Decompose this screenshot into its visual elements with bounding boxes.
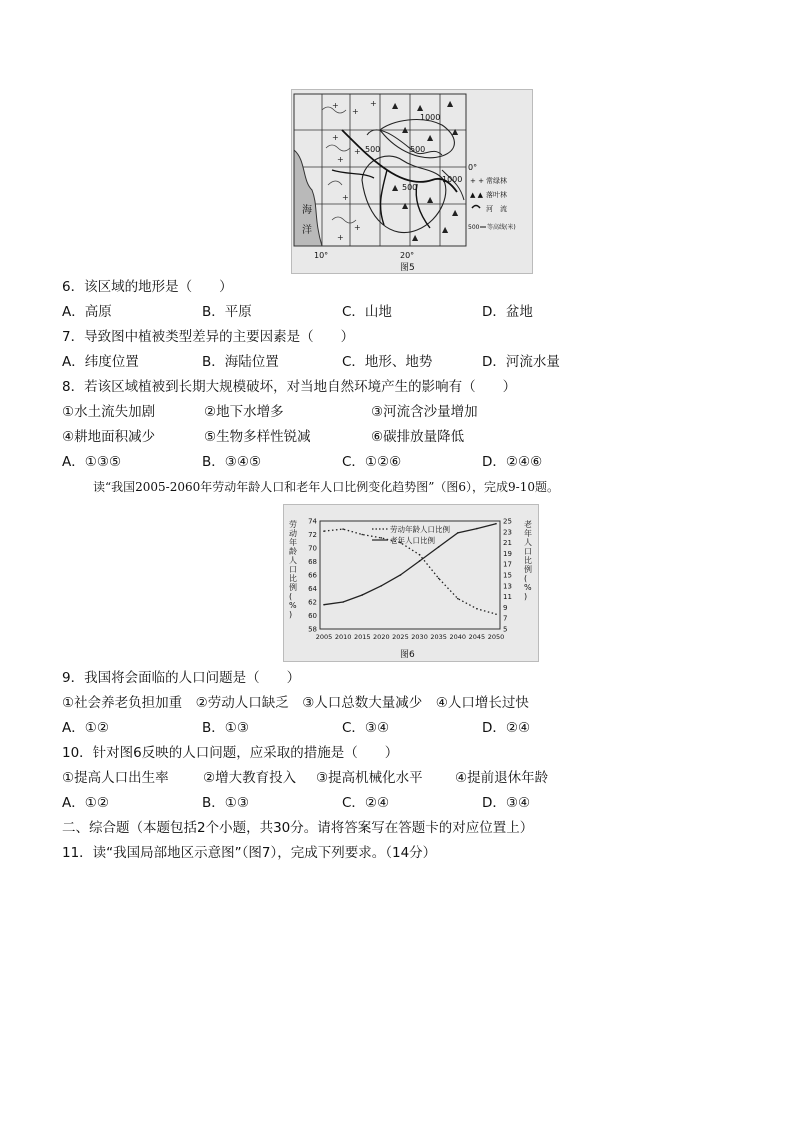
axis-title-char: (	[524, 574, 528, 583]
y-right-tick-label: 5	[503, 625, 508, 634]
axis-title-char: 年	[524, 529, 532, 538]
axis-title-char: %	[524, 583, 532, 592]
axis-title-char: 劳	[289, 520, 297, 529]
svg-text:▲: ▲	[427, 195, 434, 204]
svg-text:+: +	[354, 223, 361, 232]
q10-stem: 10．针对图6反映的人口问题，应采取的措施是（ ）	[62, 745, 399, 761]
intro-9-10: 读“我国2005-2060年劳动年龄人口和老年人口比例变化趋势图”（图6），完成9-10题。	[93, 480, 559, 494]
q6-option-d[interactable]: D．盆地	[482, 304, 533, 320]
y-left-tick-label: 74	[308, 517, 317, 526]
y-right-tick-label: 19	[503, 549, 512, 558]
axis-title-char: )	[524, 592, 528, 601]
sea-label-1: 海	[302, 205, 312, 216]
q10-item-1: ①提高人口出生率	[62, 770, 169, 786]
q8-option-a[interactable]: A．①③⑤	[62, 454, 122, 470]
data-point-elderly	[323, 604, 325, 606]
chart-svg	[284, 505, 538, 661]
y-left-tick-label: 58	[308, 625, 317, 634]
axis-title-char: 人	[289, 556, 297, 565]
fig5-caption: 图5	[400, 263, 415, 273]
svg-text:▲: ▲	[392, 183, 399, 192]
axis-title-char: 老	[524, 520, 532, 529]
data-point-elderly	[419, 560, 421, 562]
y-right-tick-label: 11	[503, 593, 512, 602]
q10-option-b[interactable]: B．①③	[202, 795, 249, 811]
svg-text:+ +: + +	[470, 177, 484, 185]
data-point-labor	[476, 608, 478, 610]
lon-label-20: 20°	[400, 251, 415, 260]
axis-title-char: 例	[289, 583, 297, 592]
data-point-elderly	[495, 523, 497, 525]
y-right-tick-label: 23	[503, 528, 512, 537]
data-point-elderly	[400, 574, 402, 576]
svg-text:▲: ▲	[402, 125, 409, 134]
q8-item-1: ①水土流失加剧	[62, 404, 156, 420]
x-tick-label: 2020	[373, 633, 390, 641]
svg-text:+: +	[337, 233, 344, 242]
svg-text:▲: ▲	[402, 201, 409, 210]
data-point-elderly	[342, 601, 344, 603]
data-point-elderly	[457, 532, 459, 534]
x-tick-label: 2005	[315, 633, 333, 641]
svg-text:+: +	[337, 155, 344, 164]
data-point-labor	[438, 578, 440, 580]
y-axis-label-left	[289, 519, 297, 619]
y-right-tick-label: 25	[503, 517, 512, 526]
q8-item-3: ③河流含沙量增加	[371, 404, 478, 420]
q9-items: ①社会养老负担加重 ②劳动人口缺乏 ③人口总数大量减少 ④人口增长过快	[62, 695, 529, 711]
svg-text:▲: ▲	[452, 208, 459, 217]
svg-text:+: +	[370, 99, 377, 108]
q7-option-a[interactable]: A．纬度位置	[62, 354, 139, 370]
data-point-elderly	[476, 528, 478, 530]
axis-title-char: 人	[524, 538, 532, 547]
figure-5-map	[291, 89, 533, 274]
contour-500-basin	[362, 156, 446, 232]
q10-item-4: ④提前退休年龄	[455, 770, 549, 786]
y-left-tick-label: 66	[308, 571, 317, 580]
q10-option-a[interactable]: A．①②	[62, 795, 109, 811]
y-right-tick-label: 9	[503, 603, 508, 612]
data-point-elderly	[361, 594, 363, 596]
y-axis-label-right	[524, 519, 532, 601]
x-tick-label: 2010	[334, 633, 352, 641]
q8-item-2: ②地下水增多	[204, 404, 284, 420]
legend-river: 河 流	[486, 205, 507, 213]
y-right-tick-label: 17	[503, 560, 512, 569]
q10-item-2: ②增大教育投入	[203, 770, 297, 786]
contour-label-500-c: 500	[402, 183, 418, 192]
y-right-tick-label: 7	[503, 614, 508, 623]
river-branch-2	[416, 184, 430, 228]
y-left-tick-label: 68	[308, 558, 317, 566]
svg-text:▲: ▲	[442, 225, 449, 234]
q9-option-c[interactable]: C．③④	[342, 720, 390, 736]
contour-label-500-b: 500	[410, 145, 426, 154]
fig6-caption: 图6	[400, 650, 415, 660]
y-left-tick-label: 60	[308, 612, 317, 620]
svg-text:▲: ▲	[417, 103, 424, 112]
svg-text:+: +	[332, 101, 339, 110]
axis-title-char: 龄	[289, 547, 297, 556]
data-point-labor	[361, 534, 363, 536]
q8-item-4: ④耕地面积减少	[62, 429, 156, 445]
svg-text:+: +	[342, 193, 349, 202]
axis-title-char: 口	[524, 547, 532, 556]
q8-stem: 8．若该区域植被到长期大规模破坏，对当地自然环境产生的影响有（ ）	[62, 379, 517, 395]
contour-label-500-a: 500	[365, 145, 381, 154]
axis-title-char: 例	[524, 565, 532, 574]
data-point-labor	[381, 537, 383, 539]
svg-text:▲: ▲	[392, 101, 399, 110]
svg-text:▲: ▲	[427, 133, 434, 142]
x-tick-label: 2045	[468, 633, 486, 641]
axis-title-char: )	[289, 610, 293, 619]
svg-text:+: +	[352, 107, 359, 116]
svg-text:▲: ▲	[447, 99, 454, 108]
q9-option-d[interactable]: D．②④	[482, 720, 531, 736]
data-point-elderly	[381, 585, 383, 587]
q7-option-d[interactable]: D．河流水量	[482, 354, 560, 370]
lon-label-10: 10°	[314, 251, 329, 260]
q9-stem: 9．我国将会面临的人口问题是（ ）	[62, 670, 301, 686]
q8-item-6: ⑥碳排放量降低	[371, 429, 465, 445]
axis-title-char: 动	[289, 529, 297, 538]
q8-option-b[interactable]: B．③④⑤	[202, 454, 262, 470]
data-point-labor	[495, 613, 497, 615]
river-branch-1	[381, 170, 387, 225]
q6-option-c[interactable]: C．山地	[342, 304, 392, 320]
y-left-tick-label: 70	[308, 544, 317, 553]
q8-item-5: ⑤生物多样性锐减	[204, 429, 311, 445]
legend-contour: 等高线(米)	[487, 224, 516, 231]
section-2-heading: 二、综合题（本题包括2个小题，共30分。请将答案写在答题卡的对应位置上）	[62, 820, 534, 836]
lat-label-0: 0°	[468, 163, 478, 172]
sea-label-2: 洋	[302, 225, 312, 236]
map-svg	[292, 90, 532, 273]
q6-option-b[interactable]: B．平原	[202, 304, 252, 320]
x-tick-label: 2040	[449, 633, 467, 641]
svg-text:+: +	[354, 147, 361, 156]
q7-stem: 7．导致图中植被类型差异的主要因素是（ ）	[62, 329, 355, 345]
q6-stem: 6．该区域的地形是（ ）	[62, 279, 233, 295]
q11-stem: 11．读“我国局部地区示意图”（图7），完成下列要求。（14分）	[62, 845, 437, 861]
legend-labor: 劳动年龄人口比例	[390, 525, 450, 534]
axis-title-char: 比	[524, 556, 532, 565]
q6-option-a[interactable]: A．高原	[62, 304, 112, 320]
figure-6-chart	[283, 504, 539, 662]
legend-contour-value: 500	[468, 224, 480, 231]
axis-title-char: (	[289, 592, 293, 601]
q8-option-c[interactable]: C．①②⑥	[342, 454, 402, 470]
river-branch-3	[332, 170, 374, 178]
x-tick-label: 2050	[487, 633, 505, 641]
legend-evergreen: 常绿林	[486, 177, 507, 185]
q10-option-d[interactable]: D．③④	[482, 795, 531, 811]
data-point-labor	[323, 530, 325, 532]
q8-option-d[interactable]: D．②④⑥	[482, 454, 543, 470]
contour-label-1000-a: 1000	[420, 113, 441, 122]
legend-deciduous: 落叶林	[486, 191, 507, 199]
q9-option-a[interactable]: A．①②	[62, 720, 109, 736]
svg-text:▲: ▲	[412, 233, 419, 242]
data-point-labor	[342, 528, 344, 530]
q10-item-3: ③提高机械化水平	[316, 770, 423, 786]
legend-elderly: 老年人口比例	[390, 536, 435, 545]
svg-text:▲ ▲: ▲ ▲	[470, 191, 483, 199]
q9-option-b[interactable]: B．①③	[202, 720, 249, 736]
map-legend	[468, 176, 516, 231]
q10-option-c[interactable]: C．②④	[342, 795, 390, 811]
y-right-tick-label: 13	[503, 582, 512, 591]
data-point-labor	[457, 598, 459, 600]
svg-text:▲: ▲	[452, 127, 459, 136]
axis-title-char: 口	[289, 565, 297, 574]
y-right-tick-label: 21	[503, 539, 512, 548]
x-tick-label: 2030	[411, 633, 428, 641]
q7-option-b[interactable]: B．海陆位置	[202, 354, 279, 370]
y-right-tick-label: 15	[503, 571, 512, 580]
axis-title-char: 比	[289, 574, 297, 583]
x-tick-label: 2025	[392, 633, 409, 641]
axis-title-char: 年	[289, 538, 297, 547]
q7-option-c[interactable]: C．地形、地势	[342, 354, 433, 370]
y-left-tick-label: 64	[308, 585, 317, 593]
data-point-labor	[419, 554, 421, 556]
contour-label-1000-b: 1000	[442, 175, 463, 184]
data-point-elderly	[438, 546, 440, 548]
svg-text:+: +	[332, 133, 339, 142]
x-tick-label: 2015	[353, 633, 371, 641]
x-tick-label: 2035	[430, 633, 447, 641]
y-left-tick-label: 62	[308, 598, 317, 607]
y-left-tick-label: 72	[308, 531, 317, 539]
axis-title-char: %	[289, 601, 297, 610]
